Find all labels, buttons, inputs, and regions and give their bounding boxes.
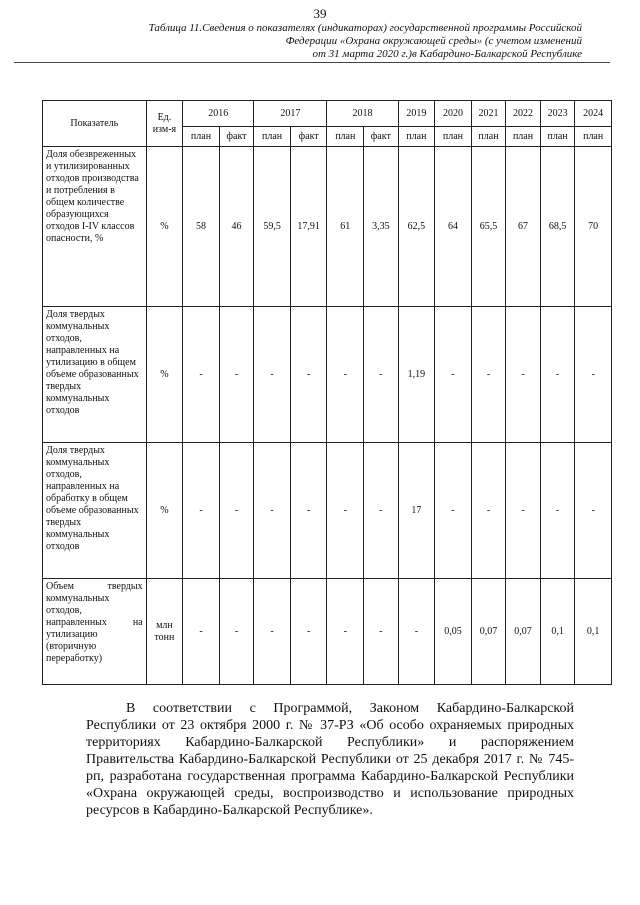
value-cell: 0,05 bbox=[435, 579, 472, 685]
value-cell: - bbox=[327, 307, 364, 443]
value-cell: - bbox=[471, 307, 506, 443]
value-cell: 0,07 bbox=[471, 579, 506, 685]
value-cell: - bbox=[219, 443, 254, 579]
value-cell: 59,5 bbox=[254, 147, 291, 307]
value-cell: - bbox=[254, 579, 291, 685]
sub-header: факт bbox=[290, 127, 327, 147]
value-cell: 3,35 bbox=[364, 147, 399, 307]
header-indicator: Показатель bbox=[43, 101, 147, 147]
value-cell: - bbox=[364, 579, 399, 685]
indicator-cell: Объем твердых коммунальных отходов, направленных на утилизацию (вторичную переработку) bbox=[43, 579, 147, 685]
value-cell: - bbox=[327, 443, 364, 579]
sub-header: план bbox=[254, 127, 291, 147]
value-cell: - bbox=[506, 443, 541, 579]
paragraph-text: В соответствии с Программой, Законом Кабардино-Балкарской Республики от 23 октября 2000 г. № 37-РЗ «Об особо охраняемых природных территориях Кабардино-Балкарской Республики» и распоряжением Правительства Кабардино-Балкарской Республики от 25 декабря 2017 г. № 745-рп, разработана государственная программа Кабардино-Балкарской Республики «Охрана окружающей среды, воспроизводство и использование природных ресурсов в Кабардино-Балкарской Республике». bbox=[86, 701, 574, 818]
value-cell: 17,91 bbox=[290, 147, 327, 307]
sub-header: план bbox=[540, 127, 575, 147]
value-cell: - bbox=[254, 443, 291, 579]
value-cell: - bbox=[398, 579, 435, 685]
header-year: 2022 bbox=[506, 101, 541, 127]
sub-header: факт bbox=[219, 127, 254, 147]
divider-line bbox=[14, 62, 610, 63]
sub-header: план bbox=[327, 127, 364, 147]
header-year: 2017 bbox=[254, 101, 327, 127]
value-cell: - bbox=[219, 307, 254, 443]
value-cell: 65,5 bbox=[471, 147, 506, 307]
sub-header: факт bbox=[364, 127, 399, 147]
sub-header: план bbox=[575, 127, 612, 147]
value-cell: 68,5 bbox=[540, 147, 575, 307]
table-row bbox=[43, 579, 612, 685]
value-cell: 64 bbox=[435, 147, 472, 307]
value-cell: 0,07 bbox=[506, 579, 541, 685]
value-cell: - bbox=[471, 443, 506, 579]
value-cell: - bbox=[575, 307, 612, 443]
value-cell: 61 bbox=[327, 147, 364, 307]
header-year: 2024 bbox=[575, 101, 612, 127]
indicator-cell: Доля обезвреженных и утилизированных отходов производства и потребления в общем количестве образующихся отходов I-IV классов опасности, % bbox=[43, 147, 147, 307]
value-cell: - bbox=[183, 579, 220, 685]
value-cell: 62,5 bbox=[398, 147, 435, 307]
value-cell: 17 bbox=[398, 443, 435, 579]
sub-header: план bbox=[471, 127, 506, 147]
value-cell: - bbox=[290, 307, 327, 443]
value-cell: - bbox=[219, 579, 254, 685]
table-row bbox=[43, 147, 612, 307]
header-year: 2018 bbox=[327, 101, 398, 127]
value-cell: - bbox=[435, 443, 472, 579]
unit-cell: % bbox=[146, 307, 183, 443]
indicators-table bbox=[42, 100, 612, 685]
header-year: 2016 bbox=[183, 101, 254, 127]
header-year: 2021 bbox=[471, 101, 506, 127]
unit-cell: % bbox=[146, 443, 183, 579]
unit-cell: млн тонн bbox=[146, 579, 183, 685]
caption-line-3: от 31 марта 2020 г.)в Кабардино-Балкарской Республике bbox=[312, 48, 582, 60]
table-row bbox=[43, 443, 612, 579]
value-cell: - bbox=[290, 443, 327, 579]
value-cell: 67 bbox=[506, 147, 541, 307]
value-cell: 58 bbox=[183, 147, 220, 307]
value-cell: 1,19 bbox=[398, 307, 435, 443]
header-year: 2023 bbox=[540, 101, 575, 127]
caption-line-1: Таблица 11.Сведения о показателях (индикаторах) государственной программы Российской bbox=[148, 22, 582, 34]
table-caption bbox=[22, 22, 582, 61]
sub-header: план bbox=[183, 127, 220, 147]
unit-cell: % bbox=[146, 147, 183, 307]
value-cell: - bbox=[364, 307, 399, 443]
value-cell: - bbox=[575, 443, 612, 579]
table-row bbox=[43, 307, 612, 443]
header-unit: Ед. изм-я bbox=[146, 101, 183, 147]
caption-line-2: Федерации «Охрана окружающей среды» (с учетом изменений bbox=[285, 35, 582, 47]
value-cell: 0,1 bbox=[575, 579, 612, 685]
value-cell: - bbox=[506, 307, 541, 443]
value-cell: - bbox=[183, 443, 220, 579]
header-year: 2020 bbox=[435, 101, 472, 127]
sub-header: план bbox=[506, 127, 541, 147]
body-paragraph bbox=[86, 700, 574, 819]
indicator-cell: Доля твердых коммунальных отходов, направленных на утилизацию в общем объеме образованных твердых коммунальных отходов bbox=[43, 307, 147, 443]
sub-header: план bbox=[398, 127, 435, 147]
value-cell: 0,1 bbox=[540, 579, 575, 685]
value-cell: - bbox=[540, 307, 575, 443]
value-cell: - bbox=[540, 443, 575, 579]
value-cell: - bbox=[364, 443, 399, 579]
header-year: 2019 bbox=[398, 101, 435, 127]
value-cell: - bbox=[254, 307, 291, 443]
sub-header: план bbox=[435, 127, 472, 147]
value-cell: - bbox=[435, 307, 472, 443]
value-cell: 70 bbox=[575, 147, 612, 307]
value-cell: - bbox=[183, 307, 220, 443]
indicator-cell: Доля твердых коммунальных отходов, направленных на обработку в общем объеме образованных твердых коммунальных отходов bbox=[43, 443, 147, 579]
page-number: 39 bbox=[313, 6, 327, 21]
value-cell: 46 bbox=[219, 147, 254, 307]
value-cell: - bbox=[327, 579, 364, 685]
value-cell: - bbox=[290, 579, 327, 685]
